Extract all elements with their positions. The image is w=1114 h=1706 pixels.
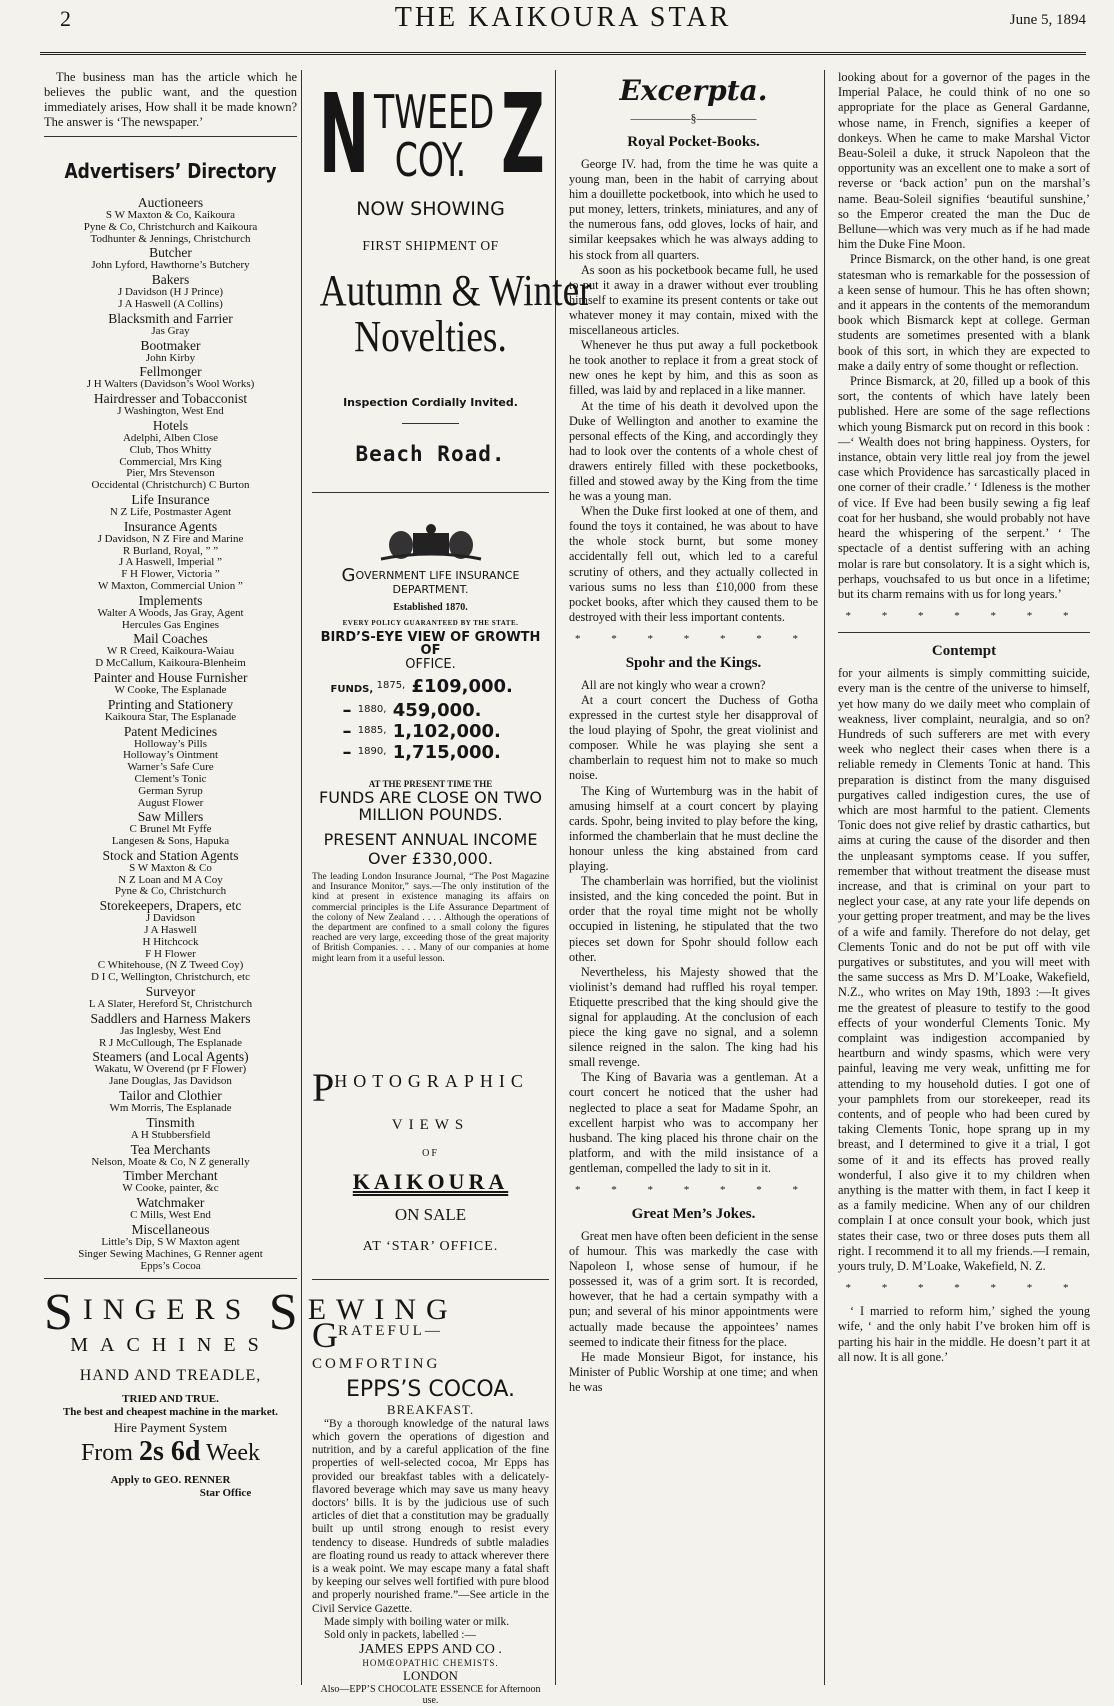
directory-entry: Wakatu, W Overend (pr F Flower) bbox=[94, 1063, 247, 1076]
breakfast-label: BREAKFAST. bbox=[386, 1401, 475, 1417]
government-life-ad: GOVERNMENT LIFE INSURANCE DEPARTMENT. Established 1870. EVERY POLICY GUARANTEED BY THE STATE. BIRD’S-EYE VIEW OF GROWTH OF OFFICE. FUNDS, $^{1875,}$ £109,000. – $^{1880,}$ 459,000. – $^{1885,}$ 1,102,000. – $^{1890,}$ 1,715,000. AT THE PRESENT TIME THE FUNDS ARE CLOSE ON TWO MILLION POUNDS. PRESENT ANNUAL INCOME Over £330,000. The leading London Insurance Journal, “The Post Magazine and Insurance Monitor,” says.—The only institution of the kind at present in existence managing its affairs on commercial principles is the Life Assurance Department of the colony of New Zealand . . . . Although the operations of the department are confined to a small colony the figures reached are very large, exceeding those of the great majority of British Companies. . . . Many of our companies at home might learn from it a useful lesson. bbox=[312, 523, 549, 964]
paragraph: As soon as his pocketbook became full, he used to put it away in a drawer without ever troubling himself to examine its present contents or take out whatever money it may contain, mixed with the miscellaneous articles. bbox=[569, 262, 818, 338]
singer-word: INGERS bbox=[82, 1293, 252, 1327]
star-separator: * * * * * * * bbox=[575, 1184, 812, 1196]
article-great-mens-jokes bbox=[569, 1229, 818, 1395]
hand-treadle: HAND AND TREADLE, bbox=[79, 1367, 262, 1385]
annual-income: PRESENT ANNUAL INCOME bbox=[323, 830, 538, 849]
directory-category: Printing and Stationery bbox=[107, 696, 234, 712]
directory-entry: Warner’s Safe Cure bbox=[127, 761, 214, 774]
directory-category: Fellmonger bbox=[139, 364, 202, 380]
directory-category: Saddlers and Harness Makers bbox=[90, 1010, 251, 1026]
directory-entry: Holloway’s Pills bbox=[133, 737, 208, 750]
funds-label: FUNDS, bbox=[330, 684, 377, 695]
fund-year: 1880, bbox=[357, 704, 387, 715]
gov-name: OVERNMENT LIFE INSURANCE bbox=[355, 569, 520, 582]
directory-category: Implements bbox=[138, 592, 203, 608]
divider bbox=[402, 423, 459, 424]
divider bbox=[312, 1279, 549, 1280]
james-epps: JAMES EPPS AND CO . bbox=[359, 1642, 502, 1658]
directory-entry: John Kirby bbox=[145, 351, 196, 364]
directory-category: Auctioneers bbox=[137, 195, 204, 210]
married-anecdote: ‘ I married to reform him,’ sighed the young wife, ‘ and the only habit I’ve broken him off is parting his hair in the middle. He doesn’t part it at all now. It is all gone.’ bbox=[838, 1304, 1090, 1364]
article-contempt bbox=[838, 666, 1090, 1274]
directory-entry: J Davidson, N Z Fire and Marine bbox=[97, 532, 244, 545]
directory-entry: A H Stubbersfield bbox=[130, 1128, 211, 1141]
directory-category: Saw Millers bbox=[137, 809, 204, 825]
directory-entry: Pyne & Co, Christchurch bbox=[114, 885, 227, 898]
star-separator: * * * * * * * bbox=[845, 1282, 1083, 1295]
hire-payment: Hire Payment System bbox=[113, 1420, 228, 1436]
fund-row: – $^{1890,}$ 1,715,000. bbox=[342, 742, 501, 763]
now-showing: NOW SHOWING bbox=[356, 198, 505, 220]
directory-title: Advertisers’ Directory bbox=[64, 159, 277, 183]
article-spohr-kings bbox=[569, 678, 818, 1176]
made-simply: Made simply with boiling water or milk. bbox=[324, 1615, 510, 1628]
epps-cocoa-title: EPPS’S COCOA. bbox=[346, 1376, 515, 1402]
article-title: Contempt bbox=[931, 643, 997, 660]
directory-entry: Hercules Gas Engines bbox=[121, 618, 220, 631]
paragraph: Prince Bismarck, at 20, filled up a book of this sort, the contents of which have lately been published. Here are some of the sage reflections which young Bismarck put on record in this book :—‘ Wealth does not bring happiness. Oysters, for instance, obtain very little real joy from the jewel case which Providence has sarcastically placed in one corner of their cradle.’ ‘ Idleness is the mother of vice. If Eve had been busily sewing a fig leaf coat for her husband, she would probably not have heard the whispering of the serpent.’ ‘ The spectacle of a dentist suffering with an aching molar is rare but consolatory. It is a sight which is, perhaps, vouchsafed to us but once in a lifetime; but its charm remains with us for long years.’ bbox=[838, 374, 1090, 601]
star-separator: * * * * * * * bbox=[845, 610, 1083, 623]
directory-entry: W R Creed, Kaikoura-Waiau bbox=[106, 645, 235, 658]
star-separator: * * * * * * * bbox=[575, 632, 812, 645]
directory-category: Painter and House Furnisher bbox=[93, 669, 248, 685]
chocolate-essence: Also—EPP’S CHOCOLATE ESSENCE for Afternoon use. bbox=[320, 1684, 541, 1706]
directory-entry: W Cooke, painter, &c bbox=[122, 1182, 219, 1195]
intro-paragraph: The business man has the article which he believes the public want, and the question immediately arises, How shall it be made known? The answer is ‘The newspaper.’ bbox=[44, 70, 297, 129]
directory-entry: C Mills, West End bbox=[130, 1209, 211, 1222]
income-amount: Over £330,000. bbox=[368, 849, 493, 868]
coat-of-arms-icon bbox=[371, 523, 491, 563]
directory-entry: Little’s Dip, S W Maxton agent bbox=[101, 1236, 240, 1249]
directory-entry: Epps’s Cocoa bbox=[140, 1259, 201, 1272]
letter-z: Z bbox=[501, 70, 546, 198]
directory-entry: W Maxton, Commercial Union ” bbox=[98, 579, 243, 592]
newspaper-title: THE KAIKOURA STAR bbox=[394, 2, 732, 33]
directory-entry: Todhunter & Jennings, Christchurch bbox=[90, 232, 251, 245]
directory-category: Tinsmith bbox=[146, 1114, 195, 1130]
paragraph: When the Duke first looked at one of them, and found the toys it contained, he was about to have the whole stock burnt, but some money accidentally fell out, which led to a careful scrutiny of others, and they actually collected in various sums no less than £10,000 from these pocket books, after which they caused them to be destroyed with their less important contents. bbox=[569, 504, 818, 624]
paragraph: Nevertheless, his Majesty showed that the violinist’s demand had ruffled his royal temper. Etiquette prescribed that the king should give the signal for applauding. At the conclusion of each piece the king gave no signal, and a solemn silence reigned in the salon. The king had his small revenge. bbox=[569, 964, 818, 1070]
directory-entry: J A Haswell bbox=[144, 924, 197, 937]
directory-entry: R Burland, Royal, ” ” bbox=[122, 544, 219, 557]
every-policy: EVERY POLICY GUARANTEED BY THE STATE. bbox=[342, 619, 519, 627]
directory-category: Mail Coaches bbox=[133, 631, 208, 647]
directory-category: Tea Merchants bbox=[130, 1141, 211, 1157]
directory-category: Blacksmith and Farrier bbox=[108, 310, 233, 326]
column-2 bbox=[306, 70, 592, 1706]
letter-n: N bbox=[318, 70, 370, 198]
advertisers-directory bbox=[44, 195, 297, 1272]
fund-row: – $^{1880,}$ 459,000. bbox=[342, 700, 482, 721]
directory-entry: D I C, Wellington, Christchurch, etc bbox=[91, 971, 250, 984]
paragraph: At a court concert the Duchess of Gotha expressed in the curtest style her disapproval of the loud playing of Spohr, the great violinist and composer. While he was playing she sent a chamberlain to request him not to make so much noise. bbox=[569, 693, 818, 783]
directory-entry: L A Slater, Hereford St, Christchurch bbox=[88, 998, 253, 1011]
directory-category: Patent Medicines bbox=[123, 723, 218, 739]
fund-year: 1875, bbox=[376, 680, 406, 691]
on-sale: ON SALE bbox=[394, 1204, 467, 1224]
directory-entry: Singer Sewing Machines, G Renner agent bbox=[78, 1247, 263, 1260]
best-machine: The best and cheapest machine in the market. bbox=[62, 1406, 279, 1419]
directory-category: Bootmaker bbox=[140, 337, 201, 353]
star-office: Star Office bbox=[199, 1487, 252, 1500]
price-line: From 2s 6d Week bbox=[80, 1436, 261, 1468]
divider bbox=[44, 136, 297, 137]
autumn-winter: Autumn & Winter bbox=[319, 266, 592, 315]
directory-entry: John Lyford, Hawthorne’s Butchery bbox=[91, 259, 250, 272]
homoeopathic: HOMŒOPATHIC CHEMISTS. bbox=[362, 1658, 499, 1669]
directory-entry: J Washington, West End bbox=[117, 405, 224, 418]
paragraph: The King of Bavaria was a gentleman. At a court concert he noticed that the usher had neglected to place a seat for Madame Spohr, an excellent harpist who was to accompany her husband. The king placed his throne chair on the platform, and with the mild insistance of a gentleman, compelled the lady to sit in it. bbox=[569, 1070, 818, 1175]
paragraph: The chamberlain was horrified, but the violinist insisted, and the king conceded the point. But in order that the royal time might not be wholly occupied in listening, he stipulated that the two pieces set down for Spohr should follow each other. bbox=[569, 874, 818, 964]
directory-entry: J A Haswell, Imperial ” bbox=[119, 556, 222, 569]
article-title: Royal Pocket-Books. bbox=[627, 134, 760, 150]
epps-cocoa-ad: GRATEFUL—COMFORTING EPPS’S COCOA. BREAKFAST. “By a thorough knowledge of the natural laws which govern the operations of digestion and nutrition, and by a careful application of the fine properties of well-selected cocoa, Mr Epps has provided our breakfast tables with a delicately-flavored beverage which may save us many heavy doctors’ bills. It is by the judicious use of such articles of diet that a constitution may be gradually built up until strong enough to resist every tendency to disease. Hundreds of subtle maladies are floating round us ready to attack wherever there is a weak point. We may escape many a fatal shaft by keeping our selves well fortified with pure blood and properly nourished frame.”—See article in the Civil Service Gazette. Made simply with boiling water or milk. Sold only in packets, labelled :— JAMES EPPS AND CO . HOMŒOPATHIC CHEMISTS. LONDON Also—EPP’S CHOCOLATE ESSENCE for Afternoon use. bbox=[312, 1314, 549, 1706]
beach-road: Beach Road. bbox=[355, 442, 506, 466]
of-label: OF bbox=[422, 1147, 439, 1159]
directory-entry: J A Haswell (A Collins) bbox=[118, 297, 223, 310]
journal-quote: The leading London Insurance Journal, “The Post Magazine and Insurance Monitor,” says.—The only institution of the kind at present in existence managing its affairs on commercial principles is the Life Assurance Department of the colony of New Zealand . . . . Although the operations of the department are confined to a small colony the figures reached are very large, exceeding those of the great majority of British Companies. . . . Many of our companies at home might learn from it a useful lesson. bbox=[312, 872, 549, 964]
directory-category: Stock and Station Agents bbox=[102, 847, 239, 863]
directory-category: Surveyor bbox=[145, 984, 196, 1000]
directory-category: Insurance Agents bbox=[123, 518, 218, 534]
inspection-invited: Inspection Cordially Invited. bbox=[343, 396, 518, 409]
directory-entry: Jas Inglesby, West End bbox=[120, 1024, 221, 1037]
directory-entry: Occidental (Christchurch) C Burton bbox=[91, 479, 250, 492]
nz-tweed-ad bbox=[312, 70, 592, 466]
directory-entry: Nelson, Moate & Co, N Z generally bbox=[91, 1155, 250, 1168]
directory-entry: J Davidson (H J Prince) bbox=[117, 286, 224, 299]
directory-entry: Commercial, Mrs King bbox=[119, 455, 222, 468]
column-3 bbox=[563, 70, 825, 1685]
directory-category: Hairdresser and Tobacconist bbox=[93, 391, 248, 407]
directory-entry: J H Walters (Davidson’s Wool Works) bbox=[86, 378, 255, 391]
directory-entry: Walter A Woods, Jas Gray, Agent bbox=[97, 606, 244, 619]
directory-entry: F H Flower bbox=[145, 947, 196, 960]
paragraph: Whenever he thus put away a full pocketbook he took another to replace it from a great stock of new ones he kept by him, and this as soon as filled, was laid by and replaced in a like manner. bbox=[569, 338, 818, 398]
established: Established 1870. bbox=[393, 602, 468, 613]
birds-eye-view: BIRD’S-EYE VIEW OF GROWTH OF bbox=[320, 630, 541, 658]
photographic-views-ad: PHOTOGRAPHIC VIEWS OF KAIKOURA ON SALE AT ‘STAR’ OFFICE. bbox=[312, 1064, 549, 1255]
fund-amount: 1,715,000. bbox=[386, 742, 501, 763]
directory-category: Butcher bbox=[149, 245, 192, 261]
directory-category: Miscellaneous bbox=[131, 1222, 210, 1238]
directory-entry: Langesen & Sons, Hapuka bbox=[111, 835, 230, 848]
article-title: Great Men’s Jokes. bbox=[631, 1206, 756, 1222]
directory-entry: C Brunel Mt Fyffe bbox=[129, 823, 212, 836]
directory-entry: Clement’s Tonic bbox=[134, 772, 207, 785]
paragraph: All are not kingly who wear a crown? bbox=[581, 677, 766, 692]
divider bbox=[312, 492, 549, 493]
article-title: Spohr and the Kings. bbox=[625, 654, 762, 671]
directory-entry: N Z Life, Postmaster Agent bbox=[109, 505, 232, 518]
directory-entry: D McCallum, Kaikoura-Blenheim bbox=[95, 657, 246, 670]
drop-letter: S bbox=[44, 1284, 83, 1342]
issue-date: June 5, 1894 bbox=[1009, 12, 1086, 28]
tweed-coy: TWEED COY. bbox=[373, 85, 495, 187]
fund-amount: £109,000. bbox=[405, 676, 513, 697]
funds-close: FUNDS ARE CLOSE ON TWO MILLION POUNDS. bbox=[319, 788, 542, 824]
article-great-mens-jokes-cont bbox=[838, 70, 1090, 602]
directory-category: Bakers bbox=[151, 272, 190, 288]
office-label: OFFICE. bbox=[405, 657, 456, 672]
directory-entry: S W Maxton & Co bbox=[129, 861, 212, 874]
directory-entry: F H Flower, Victoria ” bbox=[121, 568, 220, 581]
paragraph: for your ailments is simply committing suicide, every man is the centre of the universe to himself, yet how many do we daily meet who complain of weakness, liver complaint, neuralgia, and so on? Hundreds of such sufferers are met with every week who neglect their cases when there is a reliable remedy in Clements Tonic at hand. This preparation is distinct from the many disguised purgatives called indigestion cures, the use of which are most harmful to the patient. Clements Tonic does not give relief by drastic cathartics, but aims at curing the cause of the disorder and then the unpleasant symptoms cease. If you suffer, remember that without treatment the disease must increase, and that is criminal on your part to neglect your case, at any rate your life depends on your getting proper treatment, and may be the lives of a wife and family. Therefore do not delay, get Clements Tonic and do not be put off with vile purgatives or substitutes, and you will meet with the same success as Mrs D. M’Loake, Wakefield, N.Z., who writes on May 19th, 1893 :—It gives me the greatest of pleasure to testify to the good effects of your wonderful Clements Tonic. My complaint was indigestion accompanied by heartburn and windy spasms, which were very painful, leaving me very weak, unfitting me for attending to my household duties. I got one of your pamphlets from our storekeeper, read its contents, and of people who had been cured by taking Clements Tonic, hope sprang up in my breast, and I determined to give it a trial, I got some of it and its effects has proved really wonderful, I also give it to my children when anything is the matter with them, in fact I keep it as a family medicine. When any of our children complain I at once consult your book, which just states their case, two or three doses puts them all right. I recommend it to all my friends.—I remain, yours truly, D. M’Loake, Wakefield, N. Z. bbox=[838, 666, 1090, 1274]
paragraph: Great men have often been deficient in the sense of humour. This was markedly the case with Napoleon I, whose sense of humour, if he possessed it, was of a grim sort. It is recorded, however, that he had a certain sympathy with a pun; and several of his minor appointments were actually made because the appointees’ names seemed to indicate their fitness for the place. bbox=[569, 1229, 818, 1349]
at-the-present: AT THE PRESENT TIME THE bbox=[368, 779, 493, 789]
masthead bbox=[40, 2, 1086, 55]
directory-entry: August Flower bbox=[137, 796, 204, 809]
directory-category: Steamers (and Local Agents) bbox=[92, 1049, 249, 1065]
first-shipment: FIRST SHIPMENT OF bbox=[362, 238, 499, 253]
gov-department: DEPARTMENT. bbox=[392, 583, 469, 596]
directory-entry: Adelphi, Alben Close bbox=[122, 431, 219, 444]
page-number: 2 bbox=[60, 6, 71, 31]
directory-entry: Pyne & Co, Christchurch and Kaikoura bbox=[83, 220, 258, 233]
divider bbox=[44, 1278, 297, 1279]
directory-category: Watchmaker bbox=[136, 1195, 205, 1211]
photographic-word: HOTOGRAPHIC bbox=[334, 1070, 529, 1091]
directory-entry: N Z Loan and M A Coy bbox=[118, 873, 223, 886]
directory-entry: Jas Gray bbox=[151, 324, 190, 337]
funds-table bbox=[331, 676, 531, 763]
fund-year: 1885, bbox=[357, 725, 387, 736]
fund-amount: 1,102,000. bbox=[386, 721, 501, 742]
paragraph: He made Monsieur Bigot, for instance, his Minister of Public Worship at one time; and when he was bbox=[569, 1349, 818, 1394]
paragraph: At the time of his death it devolved upon the Duke of Wellington and another to examine the personal effects of the King, and accordingly they had to look over the contents of a whole chest of drawers entirely filled with these pocketbooks, filled and stowed away by the King from the time he was a young man. bbox=[569, 398, 818, 504]
paragraph: looking about for a governor of the pages in the Imperial Palace, he could think of no one so appropriate for the place as General Gardanne, whose name, in French, signifies a keeper of donkeys. When he came to make Marshal Victor Beau-Soleil a duke, it struck Napoleon that the opportunity was an excellent one to make a sort of reverse or ‘back action’ pun on the marshal’s name. Beau-Soleil signifies ‘beautiful sunshine,’ so the Emperor created the man the Duc de Bellune—which was very much as if he had made him the Duke Fine Moon. bbox=[838, 70, 1090, 252]
directory-entry: Kaikoura Star, The Esplanade bbox=[104, 710, 237, 723]
apply-to: Apply to GEO. RENNER bbox=[110, 1474, 231, 1487]
directory-entry: Holloway’s Ointment bbox=[122, 749, 219, 762]
directory-category: Hotels bbox=[152, 417, 189, 433]
directory-category: Tailor and Clothier bbox=[119, 1088, 222, 1104]
drop-letter: S bbox=[268, 1284, 308, 1342]
grateful-comforting: RATEFUL—COMFORTING bbox=[312, 1322, 443, 1372]
directory-entry: Club, Thos Whitty bbox=[129, 443, 212, 456]
directory-entry: H Hitchcock bbox=[142, 935, 199, 948]
paragraph: Prince Bismarck, on the other hand, is one great statesman who is remarkable for the possession of a keen sense of humour. This he has often shown; and it appears in the contents of the memorandum book which Bismarck kept at college. German students are sometimes presented with a blank book of this sort, in which they are expected to make a daily entry of some thought or reflection. bbox=[838, 252, 1090, 373]
directory-entry: Wm Morris, The Esplanade bbox=[109, 1102, 232, 1115]
directory-category: Timber Merchant bbox=[123, 1168, 218, 1184]
star-office: AT ‘STAR’ OFFICE. bbox=[362, 1238, 499, 1254]
column-4 bbox=[832, 70, 1090, 1685]
article-royal-pocket-books bbox=[569, 157, 818, 625]
machines-heading: MACHINES bbox=[70, 1334, 271, 1357]
directory-entry: R J McCullough, The Esplanade bbox=[98, 1036, 243, 1049]
directory-entry: J Davidson bbox=[145, 912, 196, 925]
sewing-word: EWING bbox=[307, 1293, 458, 1327]
directory-category: Life Insurance bbox=[131, 491, 210, 507]
directory-entry: C Whitehouse, (N Z Tweed Coy) bbox=[97, 959, 244, 972]
divider bbox=[838, 632, 1090, 633]
fund-row bbox=[331, 676, 531, 700]
directory-entry: Pier, Mrs Stevenson bbox=[126, 467, 215, 480]
fund-row: – $^{1885,}$ 1,102,000. bbox=[342, 721, 501, 742]
epps-text: “By a thorough knowledge of the natural laws which govern the operations of digestion and nutrition, and by a careful application of the fine properties of well-selected cocoa, Mr Epps has provided our breakfast tables with a delicately-flavored beverage which may save us many heavy doctors’ bills. It is by the judicious use of such articles of diet that a constitution may be gradually built up until strong enough to resist every tendency to disease. Hundreds of subtle maladies are floating round us ready to attack wherever there is a weak point. We may escape many a fatal shaft by keeping our selves well fortified with pure blood and properly nourished frame.”—See article in the Civil Service Gazette. bbox=[312, 1417, 549, 1615]
section-mark: —————§————— bbox=[630, 111, 757, 125]
tried-true: TRIED AND TRUE. bbox=[122, 1393, 219, 1406]
directory-category: Storekeepers, Drapers, etc bbox=[99, 898, 242, 914]
fund-year: 1890, bbox=[357, 746, 387, 757]
directory-entry: Jane Douglas, Jas Davidson bbox=[109, 1075, 232, 1088]
sold-only: Sold only in packets, labelled :— bbox=[324, 1629, 476, 1642]
novelties: Novelties. bbox=[354, 312, 507, 361]
directory-entry: S W Maxton & Co, Kaikoura bbox=[105, 209, 236, 221]
directory-entry: W Cooke, The Esplanade bbox=[114, 683, 227, 696]
paragraph: George IV. had, from the time he was quite a young man, been in the habit of carrying about him a douillette pocketbook, into which he used to put money, letters, trinkets, miniatures, and any of the numerous fans, odd gloves, locks of hair, and similar keepsakes which he was always adding to his stock from all quarters. bbox=[569, 157, 818, 262]
kaikoura-label: KAIKOURA bbox=[352, 1168, 509, 1194]
paragraph: The King of Wurtemburg was in the habit of amusing himself at a court concert by playing cards. Spohr, being invited to play before the king, informed the chamberlain that he must decline the honour unless the king abstained from card playing. bbox=[569, 783, 818, 874]
directory-entry: German Syrup bbox=[138, 784, 203, 797]
fund-amount: 459,000. bbox=[386, 700, 482, 721]
excerpta-heading: Excerpta. bbox=[619, 74, 768, 107]
views-label: VIEWS bbox=[391, 1116, 470, 1133]
london: LONDON bbox=[403, 1668, 458, 1684]
